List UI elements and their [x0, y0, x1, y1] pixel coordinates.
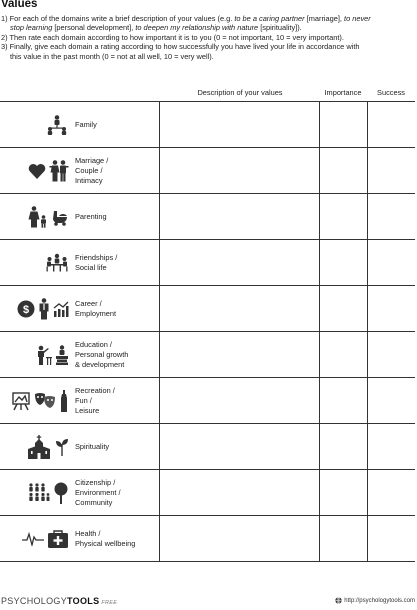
success-cell-career[interactable] [368, 286, 416, 332]
money-icon [17, 300, 35, 318]
importance-cell-education[interactable] [320, 332, 368, 378]
description-cell-education[interactable] [160, 332, 320, 378]
domain-label: Education / Personal growth & development [75, 339, 129, 369]
instruction-3-cont: this value in the past month (0 = not at all well, 10 = very well). [10, 51, 214, 61]
success-cell-health[interactable] [368, 516, 416, 562]
column-header-success: Success [377, 88, 405, 97]
first-aid-icon [47, 530, 69, 548]
plant-icon [55, 438, 69, 456]
heart-icon [28, 163, 46, 179]
success-cell-spirituality[interactable] [368, 424, 416, 470]
importance-cell-parenting[interactable] [320, 194, 368, 240]
success-cell-family[interactable] [368, 102, 416, 148]
svg-text:$: $ [22, 303, 30, 316]
psychologytools-logo: PSYCHOLOGYTOOLS FREE [1, 596, 118, 606]
description-cell-marriage[interactable] [160, 148, 320, 194]
domain-label: Citizenship / Environment / Community [75, 477, 121, 507]
table-row [0, 148, 415, 194]
success-cell-education[interactable] [368, 332, 416, 378]
table-row [0, 102, 415, 148]
description-cell-spirituality[interactable] [160, 424, 320, 470]
tree-icon [53, 482, 69, 504]
success-cell-parenting[interactable] [368, 194, 416, 240]
friends-table-icon [45, 253, 69, 273]
description-cell-health[interactable] [160, 516, 320, 562]
table-row [0, 516, 415, 562]
domain-label: Spirituality [75, 441, 110, 451]
importance-cell-marriage[interactable] [320, 148, 368, 194]
importance-cell-spirituality[interactable] [320, 424, 368, 470]
domain-label: Career / Employment [75, 298, 117, 318]
column-header-description: Description of your values [197, 88, 283, 97]
teacher-icon [36, 345, 52, 365]
description-cell-family[interactable] [160, 102, 320, 148]
description-cell-career[interactable] [160, 286, 320, 332]
success-cell-recreation[interactable] [368, 378, 416, 424]
description-cell-citizenship[interactable] [160, 470, 320, 516]
heartbeat-icon [22, 532, 44, 546]
page-title: Values [1, 0, 38, 10]
community-icon [28, 483, 50, 503]
books-icon [55, 345, 69, 365]
stroller-icon [51, 208, 69, 226]
importance-cell-friendships[interactable] [320, 240, 368, 286]
domain-label: Friendships / Social life [75, 252, 118, 272]
domain-label: Family [75, 119, 97, 129]
instruction-3: 3) Finally, give each domain a rating according to how successfully you have lived your life in accordance with [1, 42, 360, 52]
instruction-1-cont: stop learning [personal development], to deepen my relationship with nature [spirituality]). [10, 23, 302, 33]
footer-url[interactable]: http://psychologytools.com [335, 597, 415, 604]
wine-icon [59, 390, 69, 412]
art-easel-icon [11, 391, 31, 411]
table-row [0, 194, 415, 240]
values-table [0, 101, 415, 562]
importance-cell-career[interactable] [320, 286, 368, 332]
importance-cell-health[interactable] [320, 516, 368, 562]
success-cell-friendships[interactable] [368, 240, 416, 286]
instruction-2: 2) Then rate each domain according to how important it is to you (0 = not important, 10 = very important). [1, 32, 344, 42]
theatre-masks-icon [34, 392, 56, 410]
parent-child-icon [28, 206, 48, 228]
table-row [0, 286, 415, 332]
domain-label: Health / Physical wellbeing [75, 528, 136, 548]
family-icon [45, 115, 69, 135]
description-cell-recreation[interactable] [160, 378, 320, 424]
description-cell-parenting[interactable] [160, 194, 320, 240]
domain-label: Marriage / Couple / Intimacy [75, 155, 109, 185]
importance-cell-citizenship[interactable] [320, 470, 368, 516]
table-row [0, 424, 415, 470]
domain-label: Recreation / Fun / Leisure [75, 385, 115, 415]
couple-icon [49, 160, 69, 182]
table-row [0, 378, 415, 424]
table-row [0, 470, 415, 516]
domain-label: Parenting [75, 211, 107, 221]
importance-cell-family[interactable] [320, 102, 368, 148]
growth-chart-icon [53, 301, 69, 317]
instruction-1: 1) For each of the domains write a brief description of your values (e.g. to be a caring partner [marriage], to never [1, 14, 371, 23]
description-cell-friendships[interactable] [160, 240, 320, 286]
globe-icon [335, 597, 342, 604]
church-icon [26, 435, 52, 459]
success-cell-citizenship[interactable] [368, 470, 416, 516]
column-header-importance: Importance [324, 88, 362, 97]
success-cell-marriage[interactable] [368, 148, 416, 194]
importance-cell-recreation[interactable] [320, 378, 368, 424]
table-row [0, 240, 415, 286]
instructions [1, 14, 413, 61]
worker-icon [38, 298, 50, 320]
table-row [0, 332, 415, 378]
